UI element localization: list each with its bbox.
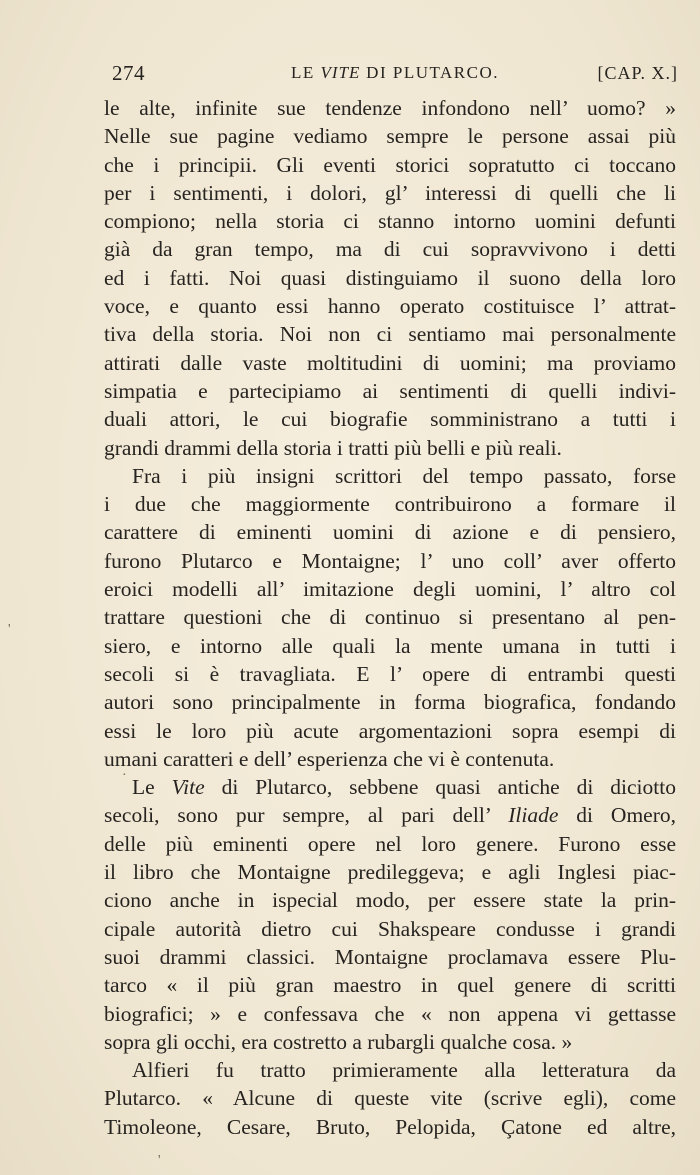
- text-line: autori sono principalmente in forma biografica, fondando: [104, 690, 676, 715]
- text-line: Plutarco. « Alcune di queste vite (scrive egli), come: [104, 1086, 676, 1111]
- text-line: trattare questioni che di continuo si presentano al pen-: [104, 605, 676, 630]
- text-line: già da gran tempo, ma di cui sopravvivono i detti: [104, 237, 676, 262]
- italic-title-iliade: Iliade: [508, 803, 559, 828]
- print-speck: ·: [122, 768, 127, 783]
- text-line: biografici; » e confessava che « non appena vi gettasse: [104, 1001, 676, 1026]
- text-line: ed i fatti. Noi quasi distinguiamo il suono della loro: [104, 265, 676, 290]
- text-line: tarco « il più gran maestro in quel genere di scritti: [104, 973, 676, 998]
- text-line: attirati dalle vaste moltitudini di uomini; ma proviamo: [104, 350, 676, 375]
- print-speck: ': [158, 1153, 161, 1168]
- text-line: ciono anche in ispecial modo, per essere state la prin-: [104, 888, 676, 913]
- text-line: eroici modelli all’ imitazione degli uomini, l’ altro col: [104, 577, 676, 602]
- chapter-label: [CAP. X.]: [597, 63, 678, 83]
- text-line: secoli si è travagliata. E l’ opere di entrambi questi: [104, 661, 676, 686]
- running-title-italic: VITE: [320, 63, 361, 82]
- text-line: Alfieri fu tratto primieramente alla letteratura da: [132, 1058, 676, 1083]
- text-line: che i principii. Gli eventi storici sopratutto ci toccano: [104, 152, 676, 177]
- text-line: compiono; nella storia ci stanno intorno uomini defunti: [104, 209, 676, 234]
- text-line: essi le loro più acute argomentazioni sopra esempi di: [104, 718, 676, 743]
- text-run: di Plutarco, sebbene quasi antiche di diciotto: [204, 775, 676, 800]
- text-line: per i sentimenti, i dolori, gl’ interessi di quelli che li: [104, 180, 676, 205]
- text-line: il libro che Montaigne predileggeva; e agli Inglesi piac-: [104, 860, 676, 885]
- text-line: Timoleone, Cesare, Bruto, Pelopida, Çatone ed altre,: [104, 1114, 676, 1139]
- text-run: di Omero,: [558, 803, 676, 828]
- text-line: sopra gli occhi, era costretto a rubargli qualche cosa. »: [104, 1029, 573, 1054]
- text-line: le alte, infinite sue tendenze infondono nell’ uomo? »: [104, 96, 676, 120]
- page-header: [112, 58, 678, 88]
- text-line: suoi drammi classici. Montaigne proclamava essere Plu-: [104, 944, 676, 969]
- text-run: secoli, sono pur sempre, al pari dell’: [104, 803, 509, 828]
- text-line: [104, 773, 676, 801]
- italic-title-vite: Vite: [171, 775, 205, 800]
- page-number: 274: [112, 61, 145, 85]
- text-line: voce, e quanto essi hanno operato costituisce l’ attrat-: [104, 294, 676, 319]
- text-line: grandi drammi della storia i tratti più belli e più reali.: [104, 435, 562, 460]
- text-line: siero, e intorno alle quali la mente umana in tutti i: [104, 633, 676, 658]
- body-text: [104, 94, 676, 1141]
- running-title: [112, 58, 678, 88]
- text-run: Le: [132, 775, 172, 800]
- text-line: duali attori, le cui biografie somministrano a tutti i: [104, 407, 676, 432]
- text-line: furono Plutarco e Montaigne; l’ uno coll’ aver offerto: [104, 548, 676, 573]
- running-title-post: DI PLUTARCO.: [360, 63, 499, 82]
- text-line: tiva della storia. Noi non ci sentiamo mai personalmente: [104, 322, 676, 347]
- print-speck: ': [8, 622, 11, 637]
- running-title-pre: LE: [291, 63, 321, 82]
- text-line: Nelle sue pagine vediamo sempre le persone assai più: [104, 124, 676, 149]
- text-line: Fra i più insigni scrittori del tempo passato, forse: [132, 463, 676, 488]
- text-line: carattere di eminenti uomini di azione e di pensiero,: [104, 520, 676, 545]
- text-line: i due che maggiormente contribuirono a formare il: [104, 492, 676, 517]
- text-line: delle più eminenti opere nel loro genere. Furono esse: [104, 831, 676, 856]
- text-line: simpatia e partecipiamo ai sentimenti di quelli indivi-: [104, 378, 676, 403]
- text-line: [104, 801, 676, 829]
- text-line: cipale autorità dietro cui Shakspeare condusse i grandi: [104, 916, 676, 941]
- text-line: umani caratteri e dell’ esperienza che vi è contenuta.: [104, 746, 555, 771]
